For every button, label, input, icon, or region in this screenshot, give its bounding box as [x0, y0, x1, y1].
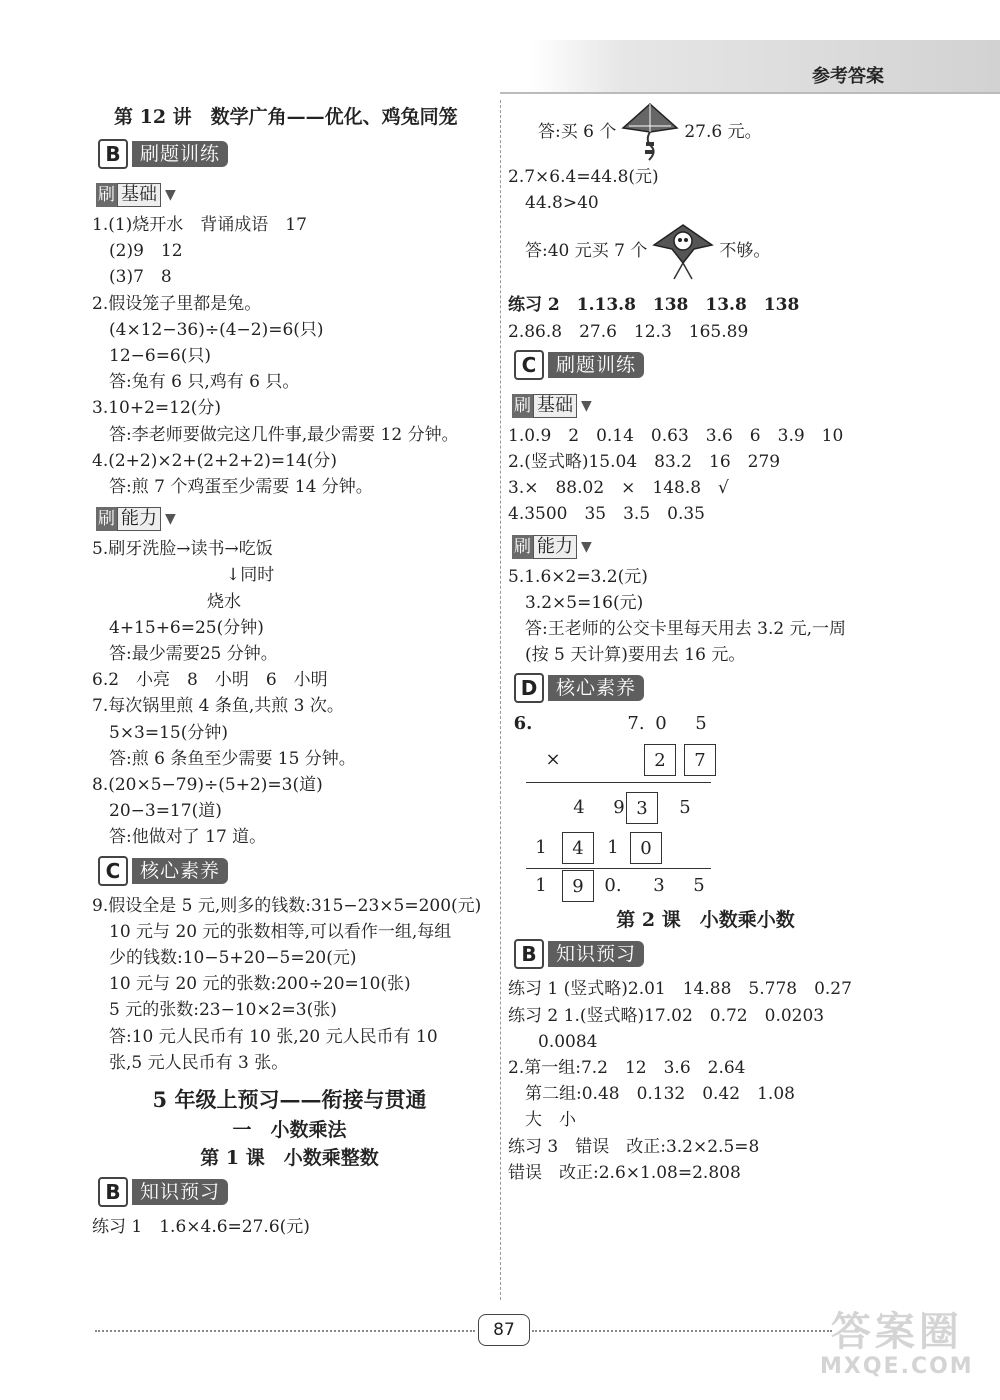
section-letter: B	[98, 139, 128, 169]
answer-line: 2.(竖式略)15.04 83.2 16 279	[508, 452, 781, 473]
watermark-url: MXQE.COM	[820, 1354, 974, 1379]
answer-line: 20−3=17(道)	[109, 801, 222, 822]
answer-line: 2.假设笼子里都是兔。	[92, 293, 262, 314]
lesson-title: 第 1 课 小数乘整数	[200, 1147, 379, 1170]
footer-dotted-line-right	[532, 1330, 832, 1332]
section-text: 刷题训练	[548, 352, 644, 378]
answer-line: 烧水	[207, 591, 241, 612]
answer-line: 练习 1 1.6×4.6=27.6(元)	[92, 1217, 310, 1238]
kite-icon	[619, 102, 681, 162]
answer-line: 9.假设全是 5 元,则多的钱数:315−23×5=200(元)	[92, 895, 482, 916]
sum-rule	[526, 782, 711, 783]
subsection-prefix: 刷	[98, 509, 115, 530]
subsection-name: 基础	[533, 394, 577, 418]
answer-box: 0	[630, 832, 662, 864]
answer-line: 4.3500 35 3.5 0.35	[508, 504, 706, 525]
section-letter: B	[514, 939, 544, 969]
digit: 7.	[627, 713, 645, 735]
answer-line: 答:兔有 6 只,鸡有 6 只。	[109, 372, 300, 393]
digit: 5	[695, 713, 707, 735]
left-column	[92, 100, 487, 1240]
subsection-name: 能力	[117, 507, 161, 531]
subsection-ability	[512, 534, 592, 560]
answer-box: 7	[684, 744, 716, 776]
answer-box: 9	[562, 870, 594, 902]
digit: 5	[693, 875, 705, 897]
answer-line: 1.(1)烧开水 背诵成语 17	[92, 215, 307, 235]
section-text: 知识预习	[132, 1179, 228, 1205]
subsection-ability	[96, 506, 176, 532]
digit: 3	[653, 875, 665, 897]
answer-line-kite2	[508, 216, 903, 286]
answer-line: (4×12−36)÷(4−2)=6(只)	[109, 319, 324, 340]
footer-dotted-line-left	[95, 1330, 475, 1332]
vertical-multiplication	[513, 710, 726, 900]
answer-line: 5.刷牙洗脸→读书→吃饭	[92, 539, 273, 560]
answer-line: 练习 2 1.(竖式略)17.02 0.72 0.0203	[508, 1005, 825, 1026]
answer-text: 答:买 6 个	[538, 121, 617, 142]
answer-line: (2)9 12	[109, 241, 183, 262]
answer-line: 2.7×6.4=44.8(元)	[508, 167, 659, 187]
section-letter: D	[514, 673, 544, 703]
digit: 1	[607, 837, 619, 859]
answer-line: 大 小	[525, 1110, 576, 1131]
answer-line: 10 元与 20 元的张数:200÷20=10(张)	[109, 974, 411, 995]
subsection-name: 基础	[117, 183, 161, 207]
answer-line: 答:煎 6 条鱼至少需要 15 分钟。	[109, 748, 356, 769]
answer-line: 2.第一组:7.2 12 3.6 2.64	[508, 1058, 746, 1079]
digit: 1	[535, 875, 547, 897]
answer-line: 5.1.6×2=3.2(元)	[508, 566, 648, 587]
times-sign: ×	[545, 749, 561, 771]
answer-line: 练习 2 1.13.8 138 13.8 138	[508, 295, 800, 316]
unit-title: 5 年级上预习——衔接与贯通	[152, 1087, 427, 1113]
section-text: 刷题训练	[132, 141, 228, 167]
digit: 1	[535, 837, 547, 859]
section-tag-c	[98, 857, 228, 885]
answer-line: 第二组:0.48 0.132 0.42 1.08	[525, 1084, 795, 1105]
answer-box: 3	[626, 792, 658, 824]
column-divider	[500, 100, 501, 1300]
answer-line: 5 元的张数:23−10×2=3(张)	[109, 1000, 337, 1021]
answer-line: 2.86.8 27.6 12.3 165.89	[508, 321, 749, 342]
section-tag-b2	[98, 1178, 228, 1206]
answer-text: 答:40 元买 7 个	[525, 241, 648, 262]
header-band	[530, 40, 1000, 92]
digit: 0	[655, 713, 667, 735]
subsection-prefix: 刷	[98, 185, 115, 205]
answer-line: 4+15+6=25(分钟)	[109, 617, 264, 638]
subsection-name: 能力	[533, 535, 577, 559]
lesson-title: 第 2 课 小数乘小数	[616, 909, 795, 932]
answer-line: 8.(20×5−79)÷(5+2)=3(道)	[92, 775, 323, 796]
product-rule	[526, 868, 711, 869]
subsection-basic	[96, 182, 176, 208]
answer-line: 3.10+2=12(分)	[92, 398, 222, 419]
answer-line: 练习 3 错误 改正:3.2×2.5=8	[508, 1136, 760, 1157]
answer-line: ↓同时	[226, 565, 275, 586]
answer-line: 答:煎 7 个鸡蛋至少需要 14 分钟。	[109, 477, 373, 498]
section-text: 知识预习	[548, 941, 644, 967]
answer-line: (按 5 天计算)要用去 16 元。	[525, 645, 746, 666]
answer-line: 答:他做对了 17 道。	[109, 827, 267, 848]
subsection-prefix: 刷	[514, 395, 531, 416]
section-letter: B	[98, 1177, 128, 1207]
answer-line: 错误 改正:2.6×1.08=2.808	[508, 1162, 741, 1183]
answer-line: 答:10 元人民币有 10 张,20 元人民币有 10	[109, 1026, 438, 1047]
triangle-down-icon: ▼	[165, 511, 176, 528]
section-tag-b	[514, 940, 644, 968]
watermark-logo	[820, 1310, 974, 1379]
subsection-basic	[512, 393, 592, 419]
triangle-down-icon: ▼	[581, 538, 592, 555]
header-rule	[500, 92, 1000, 94]
section-text: 核心素养	[548, 675, 644, 701]
answer-line: 少的钱数:10−5+20−5=20(元)	[109, 948, 357, 969]
answer-line: 44.8>40	[525, 193, 599, 214]
answer-line: 3.× 88.02 × 148.8 √	[508, 478, 729, 499]
section-letter: C	[98, 856, 128, 886]
lecture-title: 第 12 讲 数学广角——优化、鸡兔同笼	[114, 106, 458, 128]
question-number: 6.	[513, 713, 533, 735]
answer-line: 3.2×5=16(元)	[525, 592, 644, 613]
digit: 9	[613, 797, 625, 819]
digit: 4	[573, 797, 585, 819]
bird-kite-icon	[650, 219, 716, 283]
answer-line: 张,5 元人民币有 3 张。	[109, 1052, 289, 1073]
answer-text: 不够。	[719, 241, 771, 262]
answer-line: 12−6=6(只)	[109, 346, 212, 367]
section-tag-d	[514, 674, 644, 702]
subsection-prefix: 刷	[514, 536, 531, 557]
watermark-text: 答案圈	[830, 1309, 963, 1355]
header-label: 参考答案	[812, 66, 884, 87]
answer-line: 1.0.9 2 0.14 0.63 3.6 6 3.9 10	[508, 425, 844, 446]
answer-line: 答:李老师要做完这几件事,最少需要 12 分钟。	[109, 424, 459, 445]
answer-line: (3)7 8	[109, 267, 172, 288]
chapter-title: 一 小数乘法	[232, 1119, 347, 1142]
answer-line-kite1	[508, 100, 903, 164]
page-number: 87	[478, 1314, 530, 1346]
digit: 0.	[604, 875, 622, 897]
answer-text: 27.6 元。	[684, 121, 762, 142]
section-letter: C	[514, 350, 544, 380]
answer-box: 4	[562, 832, 594, 864]
answer-line: 答:最少需要25 分钟。	[109, 644, 278, 665]
section-text: 核心素养	[132, 858, 228, 884]
answer-line: 6.2 小亮 8 小明 6 小明	[92, 670, 328, 691]
answer-line: 练习 1 (竖式略)2.01 14.88 5.778 0.27	[508, 979, 852, 1000]
answer-line: 4.(2+2)×2+(2+2+2)=14(分)	[92, 450, 338, 471]
answer-box: 2	[644, 744, 676, 776]
digit: 5	[679, 797, 691, 819]
answer-line: 答:王老师的公交卡里每天用去 3.2 元,一周	[525, 619, 846, 640]
section-tag-c	[514, 351, 644, 379]
answer-line: 7.每次锅里煎 4 条鱼,共煎 3 次。	[92, 696, 344, 717]
right-column	[508, 100, 903, 1186]
answer-line: 0.0084	[538, 1031, 598, 1052]
triangle-down-icon: ▼	[581, 397, 592, 414]
triangle-down-icon: ▼	[165, 187, 176, 203]
answer-line: 5×3=15(分钟)	[109, 722, 229, 743]
section-tag-b	[98, 140, 228, 168]
answer-line: 10 元与 20 元的张数相等,可以看作一组,每组	[109, 921, 452, 942]
